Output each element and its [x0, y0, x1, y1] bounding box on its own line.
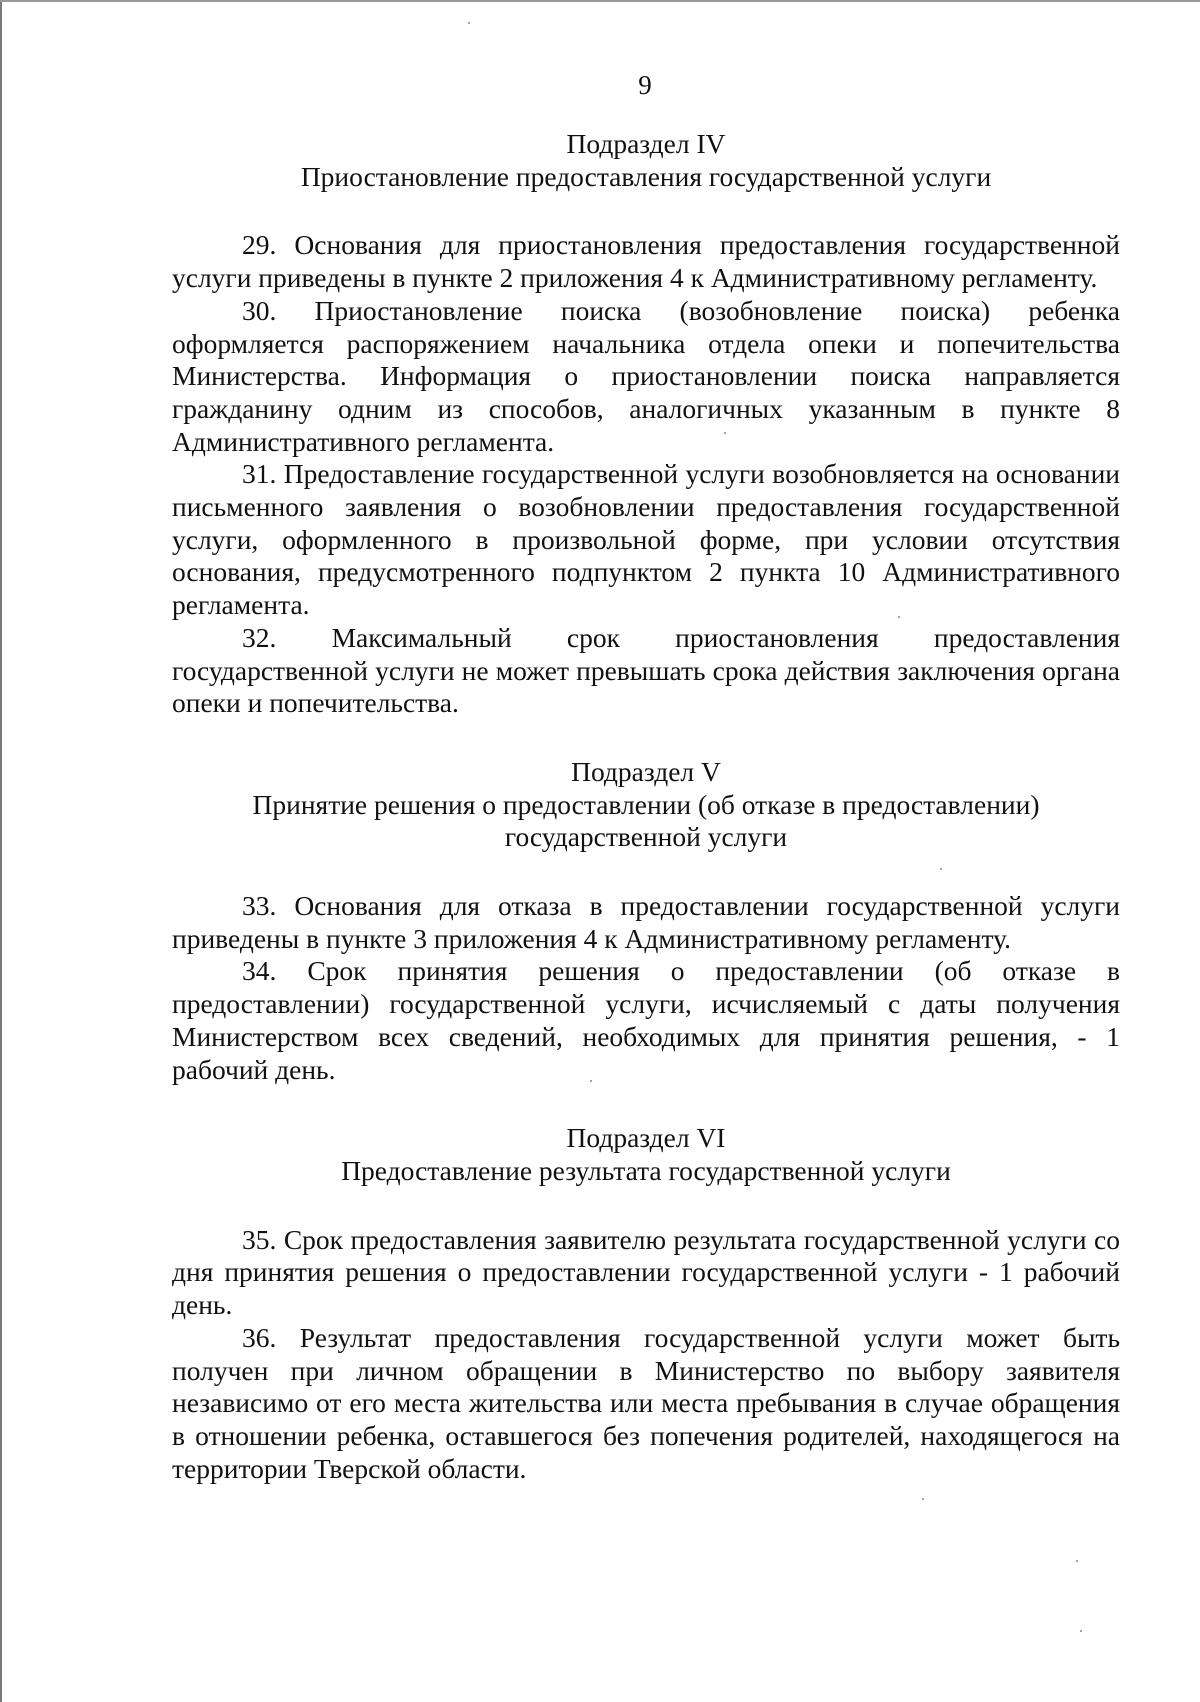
subsection-heading-v [172, 756, 1120, 854]
subsection-heading-vi [172, 1122, 1120, 1187]
page-number: 9 [638, 70, 652, 100]
paragraph-31: 31. Предоставление государственной услуги возобновляется на основании письменного заявления о возобновлении предоставления государственной услуги, оформленного в произвольной форме, при условии отсутствия основания, предусмотренного подпунктом 2 пункта 10 Административного регламента. [172, 458, 1120, 621]
scan-left-edge [0, 0, 2, 1702]
subsection-subtitle-line-2: государственной услуги [504, 821, 788, 853]
scan-speck [922, 1498, 924, 1500]
paragraph-36: 36. Результат предоставления государственной услуги может быть получен при личном обращении в Министерство по выбору заявителя независимо от его места жительства или места пребывания в случае обращения в отношении ребенка, оставшегося без попечения родителей, находящегося на территории Тверской области. [172, 1321, 1120, 1484]
subsection-title: Подраздел VI [566, 1122, 726, 1154]
document-body [172, 128, 1120, 1485]
scan-speck [898, 616, 900, 618]
subsection-subtitle-line-1: Принятие решения о предоставлении (об отказе в предоставлении) [252, 788, 1040, 820]
scan-speck [1076, 1560, 1078, 1562]
paragraph-35: 35. Срок предоставления заявителю результата государственной услуги со дня принятия решения о предоставлении государственной услуги - 1 рабочий день. [172, 1223, 1120, 1321]
subsection-subtitle: Приостановление предоставления государственной услуги [300, 160, 992, 192]
paragraph-33: 33. Основания для отказа в предоставлении государственной услуги приведены в пункте 3 приложения 4 к Административному регламенту. [172, 890, 1120, 954]
paragraph-30: 30. Приостановление поиска (возобновление поиска) ребенка оформляется распоряжением начальника отдела опеки и попечительства Министерства. Информация о приостановлении поиска направляется гражданину одним из способов, аналогичных указанным в пункте 8 Административного регламента. [172, 294, 1120, 457]
subsection-subtitle: Предоставление результата государственной услуги [341, 1154, 951, 1186]
scan-speck [940, 868, 942, 870]
subsection-heading-iv [172, 128, 1120, 193]
subsection-title: Подраздел IV [566, 128, 726, 159]
scan-speck [590, 1080, 592, 1082]
paragraph-32: 32. Максимальный срок приостановления предоставления государственной услуги не может превышать срока действия заключения органа опеки и попечительства. [172, 621, 1120, 719]
scan-top-edge [0, 0, 1200, 2]
scan-speck [1080, 1630, 1082, 1632]
scan-speck [724, 432, 726, 434]
scan-speck [468, 22, 470, 24]
paragraph-29: 29. Основания для приостановления предоставления государственной услуги приведены в пункте 2 приложения 4 к Административному регламенту. [172, 229, 1120, 294]
paragraph-34: 34. Срок принятия решения о предоставлении (об отказе в предоставлении) государственной услуги, исчисляемый с даты получения Министерством всех сведений, необходимых для принятия решения, - 1 рабочий день. [172, 955, 1120, 1085]
subsection-title: Подраздел V [571, 755, 721, 787]
